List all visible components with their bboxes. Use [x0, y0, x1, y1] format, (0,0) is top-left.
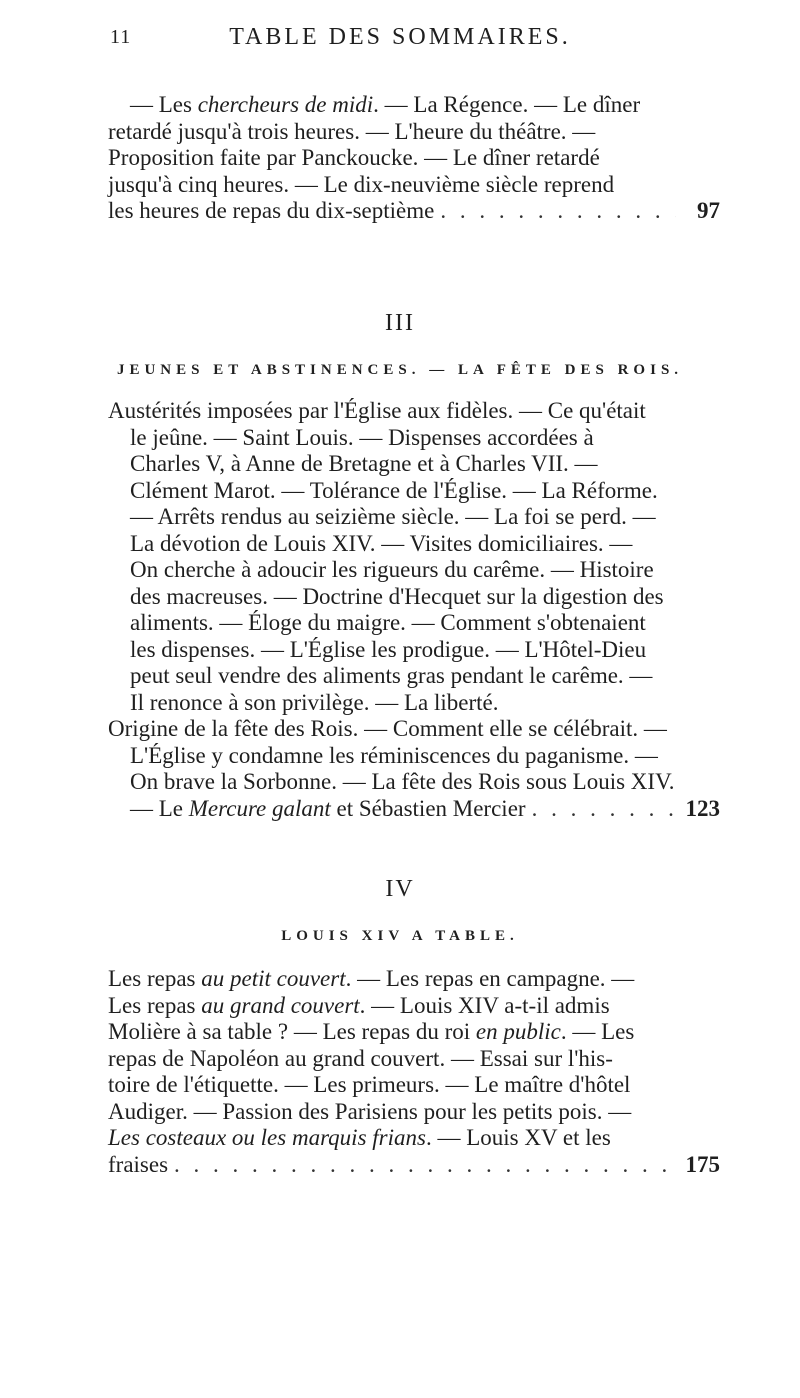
summary-line: Les costeaux ou les marquis frians. — Louis XV et les	[108, 1125, 611, 1150]
summary-line: Molière à sa table ? — Les repas du roi en public. — Les	[108, 1019, 635, 1044]
summary-line: jusqu'à cinq heures. — Le dix-neuvième siècle reprend	[108, 171, 615, 197]
summary-line: Il renonce à son privilège. — La liberté.	[130, 689, 499, 715]
dot-leader	[440, 198, 676, 225]
section-number: III	[385, 310, 415, 336]
section-iv-summary	[108, 966, 720, 1178]
summary-line: peut seul vendre des aliments gras pendant le carême. —	[130, 663, 653, 688]
summary-line: Austérités imposées par l'Église aux fidèles. — Ce qu'était	[108, 398, 646, 423]
summary-line: — Le Mercure galant et Sébastien Mercier	[130, 795, 526, 821]
summary-line: toire de l'étiquette. — Les primeurs. — Le maître d'hôtel	[108, 1072, 631, 1097]
page-reference: 97	[697, 198, 720, 223]
summary-line: On cherche à adoucir les rigueurs du carême. — Histoire	[130, 557, 654, 582]
summary-line: Charles V, à Anne de Bretagne et à Charles VII. —	[130, 451, 598, 476]
section-subtitle: JEUNES ET ABSTINENCES. — LA FÊTE DES ROIS.	[116, 362, 684, 378]
summary-line: Clément Marot. — Tolérance de l'Église. — La Réforme.	[130, 477, 658, 503]
page-reference: 123	[685, 795, 720, 821]
dot-leader	[532, 796, 676, 823]
summary-line: les dispenses. — L'Église les prodigue. — L'Hôtel-Dieu	[130, 636, 647, 662]
summary-line: Proposition faite par Panckoucke. — Le dîner retardé	[108, 145, 600, 170]
summary-line: Les repas au grand couvert. — Louis XIV a-t-il admis	[108, 992, 610, 1018]
summary-line: fraises	[108, 1151, 169, 1177]
page-reference: 175	[685, 1151, 720, 1177]
section-ii-summary	[108, 92, 720, 225]
summary-line: Audiger. — Passion des Parisiens pour les petits pois. —	[108, 1098, 632, 1124]
summary-line: le jeûne. — Saint Louis. — Dispenses accordées à	[130, 424, 594, 450]
summary-line: La dévotion de Louis XIV. — Visites domiciliaires. —	[130, 530, 633, 556]
section-iii-summary	[108, 398, 720, 822]
running-head	[0, 20, 800, 60]
page-title: TABLE DES SOMMAIRES.	[229, 24, 571, 50]
summary-line: des macreuses. — Doctrine d'Hecquet sur la digestion des	[130, 583, 664, 609]
summary-line: Les repas au petit couvert. — Les repas en campagne. —	[108, 966, 635, 991]
summary-line: repas de Napoléon au grand couvert. — Essai sur l'his-	[108, 1045, 613, 1071]
summary-line: L'Église y condamne les réminiscences du paganisme. —	[130, 742, 658, 768]
summary-line: — Arrêts rendus au seizième siècle. — La foi se perd. —	[130, 504, 656, 529]
summary-end-line	[108, 1152, 720, 1179]
summary-line: les heures de repas du dix-septième	[108, 198, 435, 223]
section-subtitle: LOUIS XIV A TABLE.	[281, 928, 519, 944]
summary-line: — Les chercheurs de midi. — La Régence. — Le dîner	[130, 92, 641, 117]
summary-line: retardé jusqu'à trois heures. — L'heure du théâtre. —	[108, 118, 596, 144]
summary-end-line	[108, 198, 720, 225]
section-number: IV	[385, 876, 415, 902]
summary-line: On brave la Sorbonne. — La fête des Rois sous Louis XIV.	[130, 769, 675, 794]
summary-line: Origine de la fête des Rois. — Comment elle se célébrait. —	[108, 716, 667, 741]
dot-leader	[174, 1152, 676, 1179]
page-number: 11	[110, 26, 132, 48]
summary-line: aliments. — Éloge du maigre. — Comment s'obtenaient	[130, 610, 646, 635]
summary-end-line	[108, 796, 720, 823]
